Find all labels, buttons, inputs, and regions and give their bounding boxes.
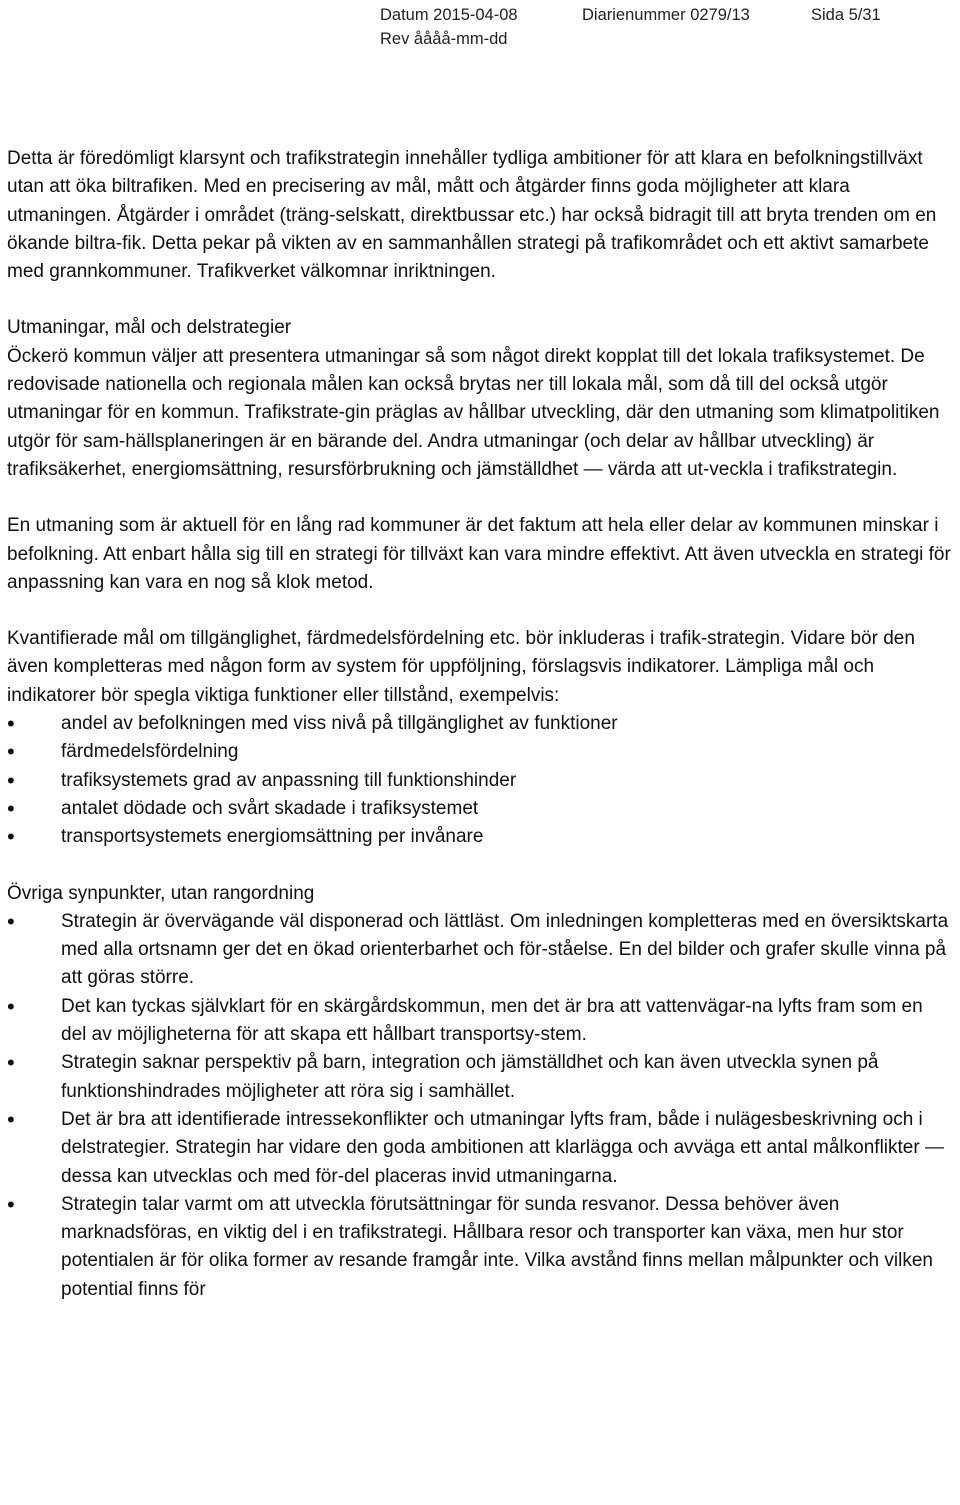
paragraph-indicators: Kvantifierade mål om tillgänglighet, färdmedelsfördelning etc. bör inkluderas i trafik-strategin. Vidare bör den även kompletteras med någon form av system för uppföljning, förslagsvis indikatorer. Lämpliga mål och indikatorer bör spegla viktiga funktioner eller tillstånd, exempelvis:	[7, 628, 915, 706]
page-header	[380, 3, 940, 51]
list-item: • transportsystemets energiomsättning per invånare	[7, 823, 953, 851]
paragraph-population: En utmaning som är aktuell för en lång rad kommuner är det faktum att hela eller delar av kommunen minskar i befolkning. Att enbart hålla sig till en strategi för tillväxt kan vara mindre effektivt. Att även utveckla en strategi för anpassning kan vara en nog så klok metod.	[7, 515, 951, 593]
header-row-rev	[380, 27, 940, 51]
section-heading-challenges: Utmaningar, mål och delstrategier	[7, 317, 292, 339]
list-item: • Det är bra att identifierade intressekonflikter och utmaningar lyfts fram, både i nulägesbeskrivning och i delstrategier. Strategin har vidare den goda ambitionen att klarlägga och avväga ett antal målkonflikter — dessa kan utvecklas och med för-del placeras invid utmaningarna.	[7, 1106, 953, 1191]
list-item: • Strategin är övervägande väl disponerad och lättläst. Om inledningen kompletteras med en översiktskarta med alla ortsnamn ger det en ökad orienterbarhet och för-ståelse. En del bilder och grafer skulle vinna på att göras större.	[7, 908, 953, 993]
document-body	[7, 145, 953, 1304]
list-item: • Strategin talar varmt om att utveckla förutsättningar för sunda resvanor. Dessa behöver även marknadsföras, en viktig del i en trafikstrategi. Hållbara resor och transporter kan växa, men hur stor potentialen är för olika former av resande framgår inte. Vilka avstånd finns mellan målpunkter och vilken potential finns för	[7, 1191, 953, 1304]
header-date: Datum 2015-04-08	[380, 6, 518, 24]
section-challenges	[7, 314, 953, 484]
header-page-number: Sida 5/31	[811, 6, 881, 24]
paragraph-challenges: Öckerö kommun väljer att presentera utmaningar så som något direkt kopplat till det lokala trafiksystemet. De redovisade nationella och regionala målen kan också brytas ner till lokala mål, som då till del också utgör utmaningar för en kommun. Trafikstrate-gin präglas av hållbar utveckling, där den utmaning som klimatpolitiken utgör för sam-hällsplaneringen är en bärande del. Andra utmaningar (och delar av hållbar utveckling) är trafiksäkerhet, energiomsättning, resursförbrukning och jämställdhet — värda att ut-veckla i trafikstrategin.	[7, 345, 940, 480]
list-item: • färdmedelsfördelning	[7, 738, 953, 766]
comments-list	[7, 908, 953, 1304]
header-diarienummer: Diarienummer 0279/13	[582, 6, 750, 24]
section-other-comments	[7, 880, 953, 1304]
list-item: • Det kan tyckas självklart för en skärgårdskommun, men det är bra att vattenvägar-na lyfts fram som en del av möjligheterna för att skapa ett hållbart transportsy-stem.	[7, 993, 953, 1050]
list-item: • trafiksystemets grad av anpassning till funktionshinder	[7, 767, 953, 795]
indicator-list	[7, 710, 953, 851]
section-heading-other: Övriga synpunkter, utan rangordning	[7, 882, 315, 904]
list-item: • andel av befolkningen med viss nivå på tillgänglighet av funktioner	[7, 710, 953, 738]
list-item: • antalet dödade och svårt skadade i trafiksystemet	[7, 795, 953, 823]
paragraph-intro: Detta är föredömligt klarsynt och trafikstrategin innehåller tydliga ambitioner för att klara en befolkningstillväxt utan att öka biltrafiken. Med en precisering av mål, mått och åtgärder finns goda möjligheter att klara utmaningen. Åtgärder i området (träng-selskatt, direktbussar etc.) har också bidragit till att bryta trenden om en ökande biltra-fik. Detta pekar på vikten av en sammanhållen strategi på trafikområdet och ett aktivt samarbete med grannkommuner. Trafikverket välkomnar inriktningen.	[7, 148, 937, 283]
header-revision: Rev åååå-mm-dd	[380, 30, 508, 48]
header-row-top	[380, 3, 940, 27]
list-item: • Strategin saknar perspektiv på barn, integration och jämställdhet och kan även utveckla synen på funktionshindrades möjligheter att röra sig i samhället.	[7, 1049, 953, 1106]
